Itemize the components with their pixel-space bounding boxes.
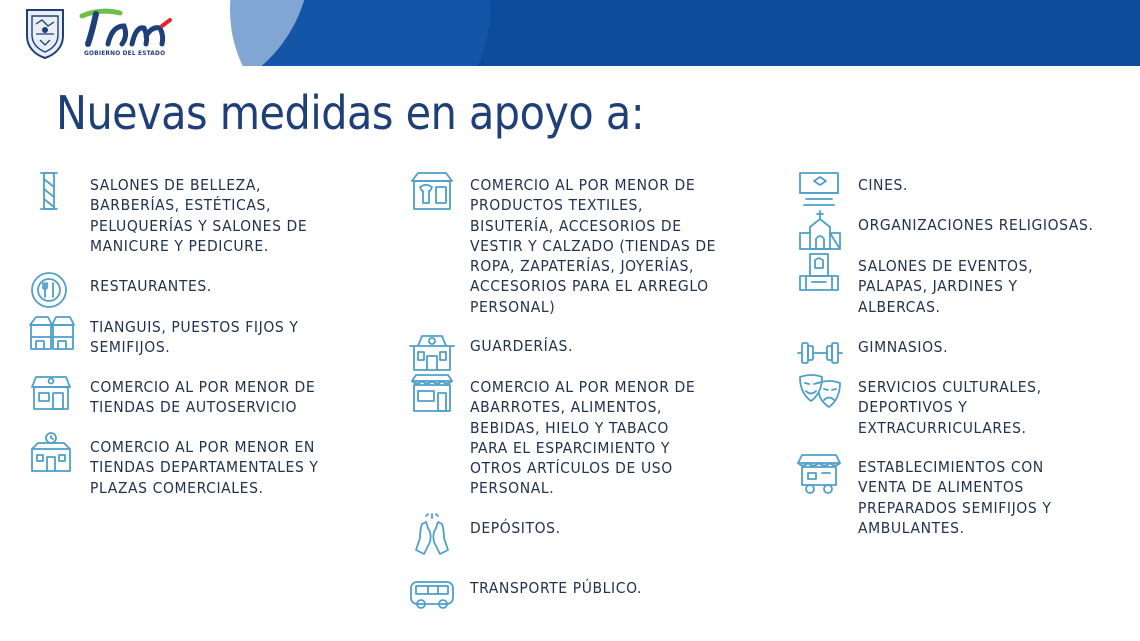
header-bar [0,0,1140,66]
page-title: Nuevas medidas en apoyo a: [56,86,645,140]
list-item-textiles [408,175,716,317]
beer-bottles-icon [408,512,458,556]
tam-logo [78,4,178,64]
list-item-tianguis [28,317,299,358]
bus-icon [408,572,458,616]
daycare-icon [408,330,458,374]
list-item-label: RESTAURANTES. [90,277,212,295]
list-item-label: COMERCIO AL POR MENOR DE TIENDAS DE AUTOSERVICIO [90,378,316,417]
event-hall-icon [796,250,846,294]
cinema-icon [796,169,846,213]
list-item-abarrotes [408,377,695,499]
list-item-guarderias [408,336,573,374]
list-item-label: COMERCIO AL POR MENOR DE ABARROTES, ALIMENTOS, BEBIDAS, HIELO Y TABACO PARA EL ESPARCIMIENTO Y OTROS ARTÍCULOS DE USO PERSONAL. [470,378,696,498]
list-item-label: COMERCIO AL POR MENOR DE PRODUCTOS TEXTILES, BISUTERÍA, ACCESORIOS DE VESTIR Y CALZADO (TIENDAS DE ROPA, ZAPATERÍAS, JOYERÍAS, ACCESORIOS PARA EL ARREGLO PERSONAL) [470,176,717,316]
list-item-label: SALONES DE BELLEZA, BARBERÍAS, ESTÉTICAS, PELUQUERÍAS Y SALONES DE MANICURE Y PEDICURE. [90,176,308,255]
list-item-alimentos [796,457,1051,538]
list-item-label: GIMNASIOS. [858,338,949,356]
list-item-label: COMERCIO AL POR MENOR EN TIENDAS DEPARTAMENTALES Y PLAZAS COMERCIALES. [90,438,319,497]
list-item-label: GUARDERÍAS. [470,337,574,355]
list-item-departamentales [28,437,319,498]
plate-cutlery-icon [28,270,78,314]
state-seal-icon [24,6,66,60]
church-icon [796,209,846,253]
list-item-label: CINES. [858,176,908,194]
list-item-autoservicio [28,377,315,418]
self-service-store-icon [28,371,78,415]
list-item-gimnasios [796,337,948,375]
list-item-label: SALONES DE EVENTOS, PALAPAS, JARDINES Y ALBERCAS. [858,257,1034,316]
tam-logo-subtitle: GOBIERNO DEL ESTADO [84,49,166,57]
market-stalls-icon [28,311,78,355]
clothing-store-icon [408,169,458,213]
list-item-label: SERVICIOS CULTURALES, DEPORTIVOS Y EXTRACURRICULARES. [858,378,1042,437]
header-decoration [230,0,490,66]
list-item-cines [796,175,908,213]
barber-pole-icon [28,169,78,213]
theater-masks-icon [796,371,846,415]
list-item-label: ORGANIZACIONES RELIGIOSAS. [858,216,1094,234]
list-item-label: ESTABLECIMIENTOS CON VENTA DE ALIMENTOS PREPARADOS SEMIFIJOS Y AMBULANTES. [858,458,1052,537]
food-cart-icon [796,451,846,495]
dumbbell-icon [796,331,846,375]
list-item-religiosas [796,215,1094,253]
list-item-transporte [408,578,642,616]
list-item-culturales [796,377,1042,438]
list-item-label: DEPÓSITOS. [470,519,561,537]
department-store-icon [28,431,78,475]
list-item-salones-belleza [28,175,307,256]
list-item-eventos [796,256,1033,317]
grocery-store-icon [408,371,458,415]
list-item-depositos [408,518,561,556]
list-item-label: TRANSPORTE PÚBLICO. [470,579,643,597]
list-item-restaurantes [28,276,212,314]
list-item-label: TIANGUIS, PUESTOS FIJOS Y SEMIFIJOS. [90,318,299,357]
